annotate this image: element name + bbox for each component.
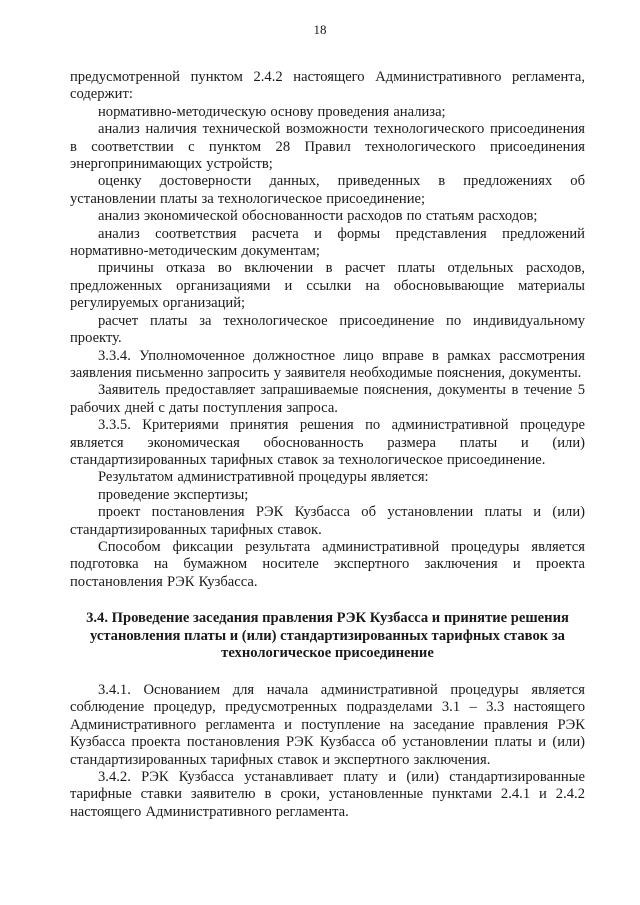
paragraph: предусмотренной пунктом 2.4.2 настоящего Административного регламента, содержит: [70,69,585,103]
paragraph: 3.4.1. Основанием для начала административной процедуры является соблюдение процедур, предусмотренных подразделами 3.1 – 3.3 настоящего Административного регламента и поступление на заседание правления РЭК Кузбасса проекта постановления РЭК Кузбасса об установлении платы и (или) стандартизированных тарифных ставок и экспертного заключения. [70,681,585,768]
paragraph: проведение экспертизы; [98,486,249,503]
section-heading: 3.4. Проведение заседания правления РЭК Кузбасса и принятие решения установления платы и (или) стандартизированных тарифных ставок за технологическое присоединение [86,610,569,662]
paragraph: 3.4.2. РЭК Кузбасса устанавливает плату и (или) стандартизированные тарифные ставки заявителю в сроки, установленные пунктами 2.4.1 и 2.4.2 настоящего Административного регламента. [70,769,585,820]
paragraph: анализ соответствия расчета и формы представления предложений нормативно-методическим документам; [70,225,585,260]
paragraph: Заявитель предоставляет запрашиваемые пояснения, документы в течение 5 рабочих дней с даты поступления запроса. [70,382,585,416]
page-number: 18 [313,22,327,37]
paragraph: анализ наличия технической возможности технологического присоединения в соответствии с пунктом 28 Правил технологического присоединения энергопринимающих устройств; [70,121,585,173]
paragraph: причины отказа во включении в расчет платы отдельных расходов, предложенных организациями и ссылки на обосновывающие материалы регулируемых организаций; [70,260,585,312]
paragraph: Результатом административной процедуры является: [98,469,429,486]
paragraph: проект постановления РЭК Кузбасса об установлении платы и (или) стандартизированных тарифных ставок. [70,504,585,538]
paragraph: нормативно-методическую основу проведения анализа; [98,103,446,120]
paragraph: 3.3.4. Уполномоченное должностное лицо вправе в рамках рассмотрения заявления письменно запросить у заявителя необходимые пояснения, документы. [70,347,585,381]
paragraph: 3.3.5. Критериями принятия решения по административной процедуре является экономическая обоснованность размера платы и (или) стандартизированных тарифных ставок за технологическое присоединение. [70,417,585,468]
paragraph: анализ экономической обоснованности расходов по статьям расходов; [98,208,538,225]
document-body [70,69,585,821]
paragraph: Способом фиксации результата административной процедуры является подготовка на бумажном носителе экспертного заключения и проекта постановления РЭК Кузбасса. [70,538,585,590]
paragraph: расчет платы за технологическое присоединение по индивидуальному проекту. [70,312,585,347]
paragraph: оценку достоверности данных, приведенных в предложениях об установлении платы за технологическое присоединение; [70,173,585,207]
